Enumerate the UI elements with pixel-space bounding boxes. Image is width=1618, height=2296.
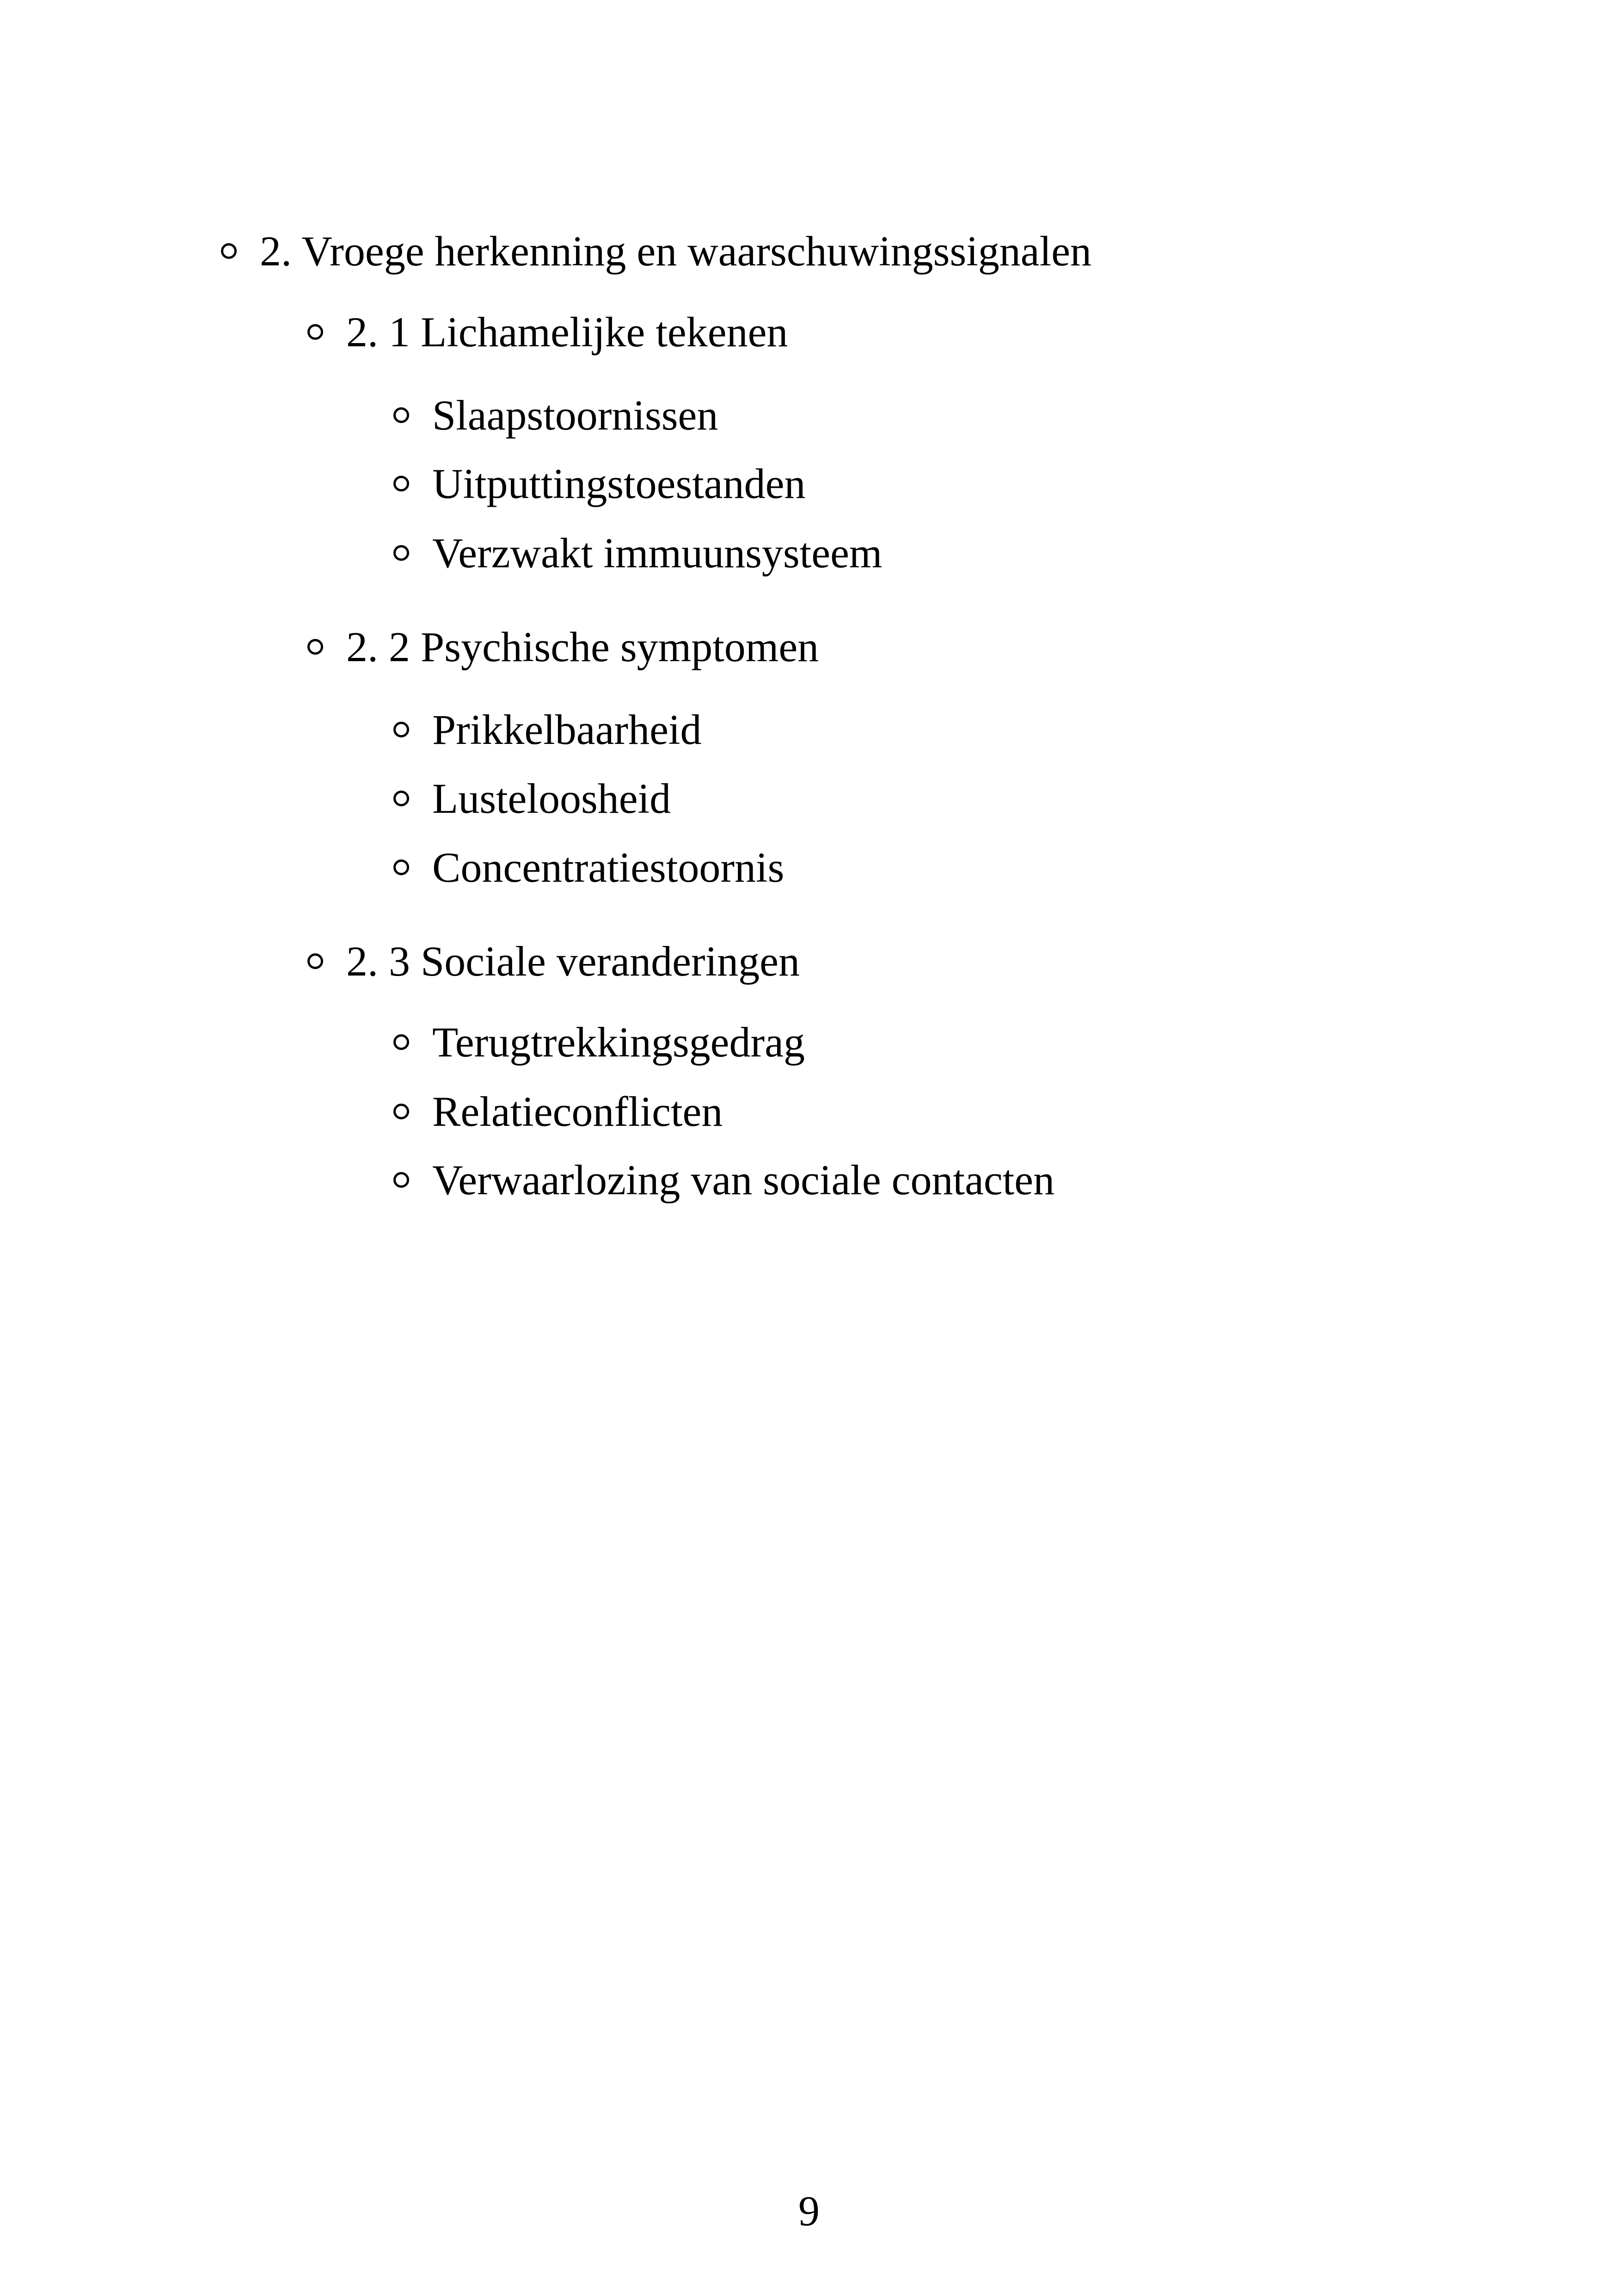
item-label: Verzwakt immuunsysteem — [432, 529, 883, 577]
hollow-bullet-icon — [307, 953, 323, 969]
item-label: Relatieconflicten — [432, 1088, 723, 1135]
outline-item — [393, 1019, 805, 1066]
outline-item — [393, 1156, 1055, 1203]
outline-subsection — [307, 938, 800, 985]
hollow-bullet-icon — [307, 639, 323, 655]
outline-item — [393, 462, 805, 505]
hollow-bullet-icon — [393, 791, 409, 806]
subsection-heading: 2. 1 Lichamelijke tekenen — [346, 308, 788, 356]
item-label: Slaapstoornissen — [432, 392, 718, 439]
hollow-bullet-icon — [393, 722, 409, 737]
outline-item — [393, 846, 784, 889]
item-label: Terugtrekkingsgedrag — [432, 1019, 805, 1066]
outline-item — [393, 708, 701, 751]
page-number: 9 — [798, 2187, 820, 2235]
outline-item — [393, 1090, 723, 1133]
item-label: Verwaarlozing van sociale contacten — [432, 1156, 1055, 1203]
hollow-bullet-icon — [307, 324, 323, 340]
hollow-bullet-icon — [393, 476, 409, 491]
hollow-bullet-icon — [393, 1172, 409, 1188]
outline-item — [393, 392, 718, 439]
subsection-heading: 2. 2 Psychische symptomen — [346, 623, 819, 670]
item-label: Concentratiestoornis — [432, 844, 784, 891]
hollow-bullet-icon — [393, 1034, 409, 1050]
outline-section — [221, 227, 1092, 275]
hollow-bullet-icon — [393, 859, 409, 875]
hollow-bullet-icon — [221, 243, 237, 259]
item-label: Uitputtingstoestanden — [432, 460, 806, 507]
item-label: Prikkelbaarheid — [432, 706, 702, 753]
outline-subsection — [307, 623, 819, 670]
outline-item — [393, 529, 883, 577]
hollow-bullet-icon — [393, 545, 409, 561]
section-heading: 2. Vroege herkenning en waarschuwingssignalen — [260, 227, 1092, 275]
hollow-bullet-icon — [393, 407, 409, 423]
hollow-bullet-icon — [393, 1104, 409, 1119]
outline-item — [393, 777, 671, 820]
item-label: Lusteloosheid — [432, 775, 671, 822]
subsection-heading: 2. 3 Sociale veranderingen — [346, 938, 800, 985]
outline-subsection — [307, 308, 788, 356]
